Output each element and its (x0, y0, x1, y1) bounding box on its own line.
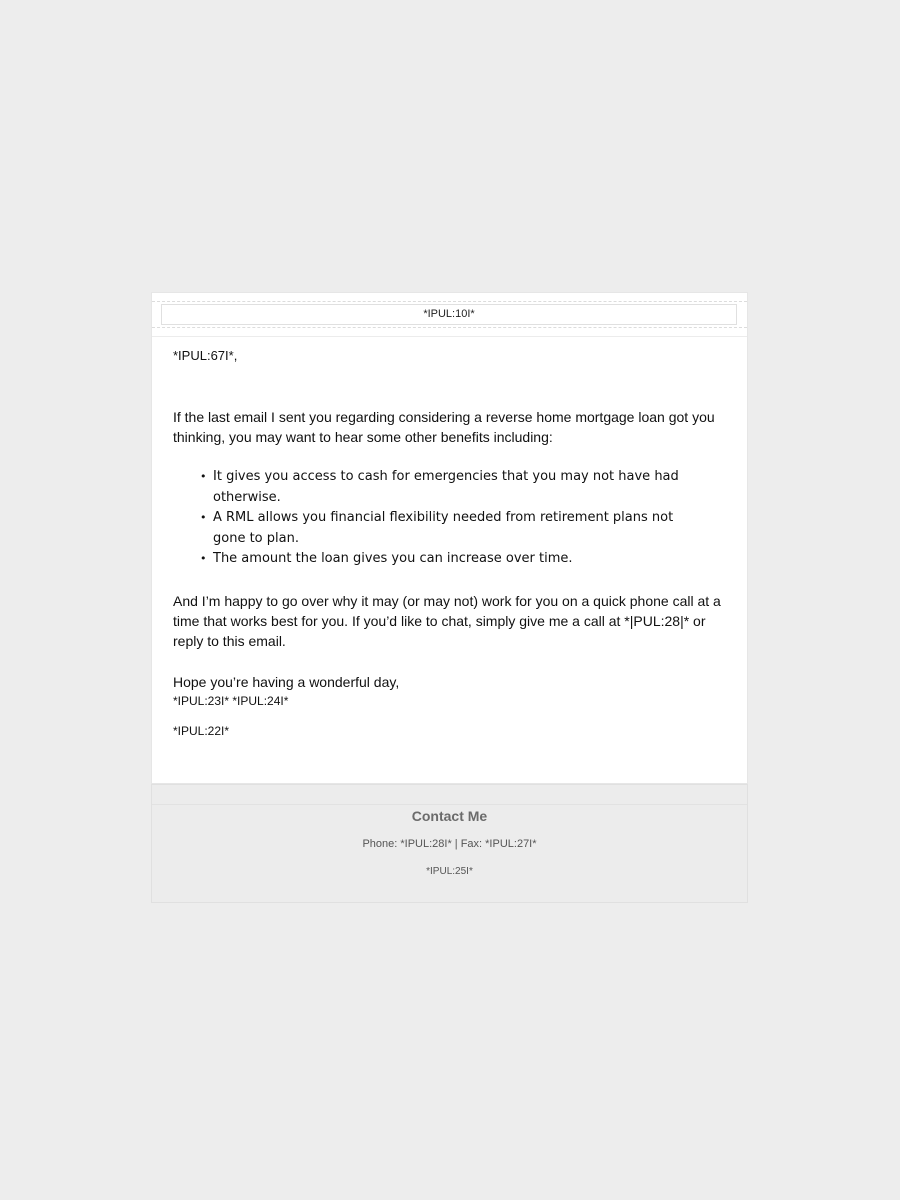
intro-paragraph: If the last email I sent you regarding considering a reverse home mortgage loan got you thinking, you may want to hear some other benefits including: (173, 409, 715, 445)
list-item (200, 467, 703, 508)
footer-top-band (152, 785, 747, 805)
header-placeholder: *IPUL:10I* (161, 304, 737, 325)
greeting: *IPUL:67I*, (173, 348, 238, 363)
call-to-action: And I’m happy to go over why it may (or may not) work for you on a quick phone call at a time that works best for you. If you’d like to chat, simply give me a call at *|PUL:28|* or reply to this email. (173, 592, 721, 649)
bullet-icon: • (200, 552, 207, 565)
benefit-text: The amount the loan gives you can increase over time. (213, 551, 573, 566)
benefit-text: A RML allows you financial flexibility needed from retirement plans not gone to plan. (213, 510, 674, 546)
header-divider (152, 336, 747, 337)
list-item (200, 549, 703, 570)
footer-title: Contact Me (411, 808, 488, 824)
footer-card (151, 784, 748, 903)
signature-line: *IPUL:23I* *IPUL:24I* (173, 693, 289, 708)
list-item (200, 508, 703, 549)
bullet-icon: • (200, 511, 207, 524)
signature-extra: *IPUL:22I* (173, 723, 230, 738)
header-banner (152, 301, 747, 328)
benefit-text: It gives you access to cash for emergencies that you may not have had otherwise. (213, 469, 679, 505)
email-card (151, 292, 748, 784)
closing-line: Hope you’re having a wonderful day, (173, 673, 400, 690)
bullet-icon: • (200, 470, 207, 483)
email-body (173, 347, 733, 740)
benefits-list (173, 467, 703, 570)
footer-extra-line: *IPUL:25I* (426, 866, 473, 877)
footer-contact-line: Phone: *IPUL:28I* | Fax: *IPUL:27I* (362, 838, 537, 850)
